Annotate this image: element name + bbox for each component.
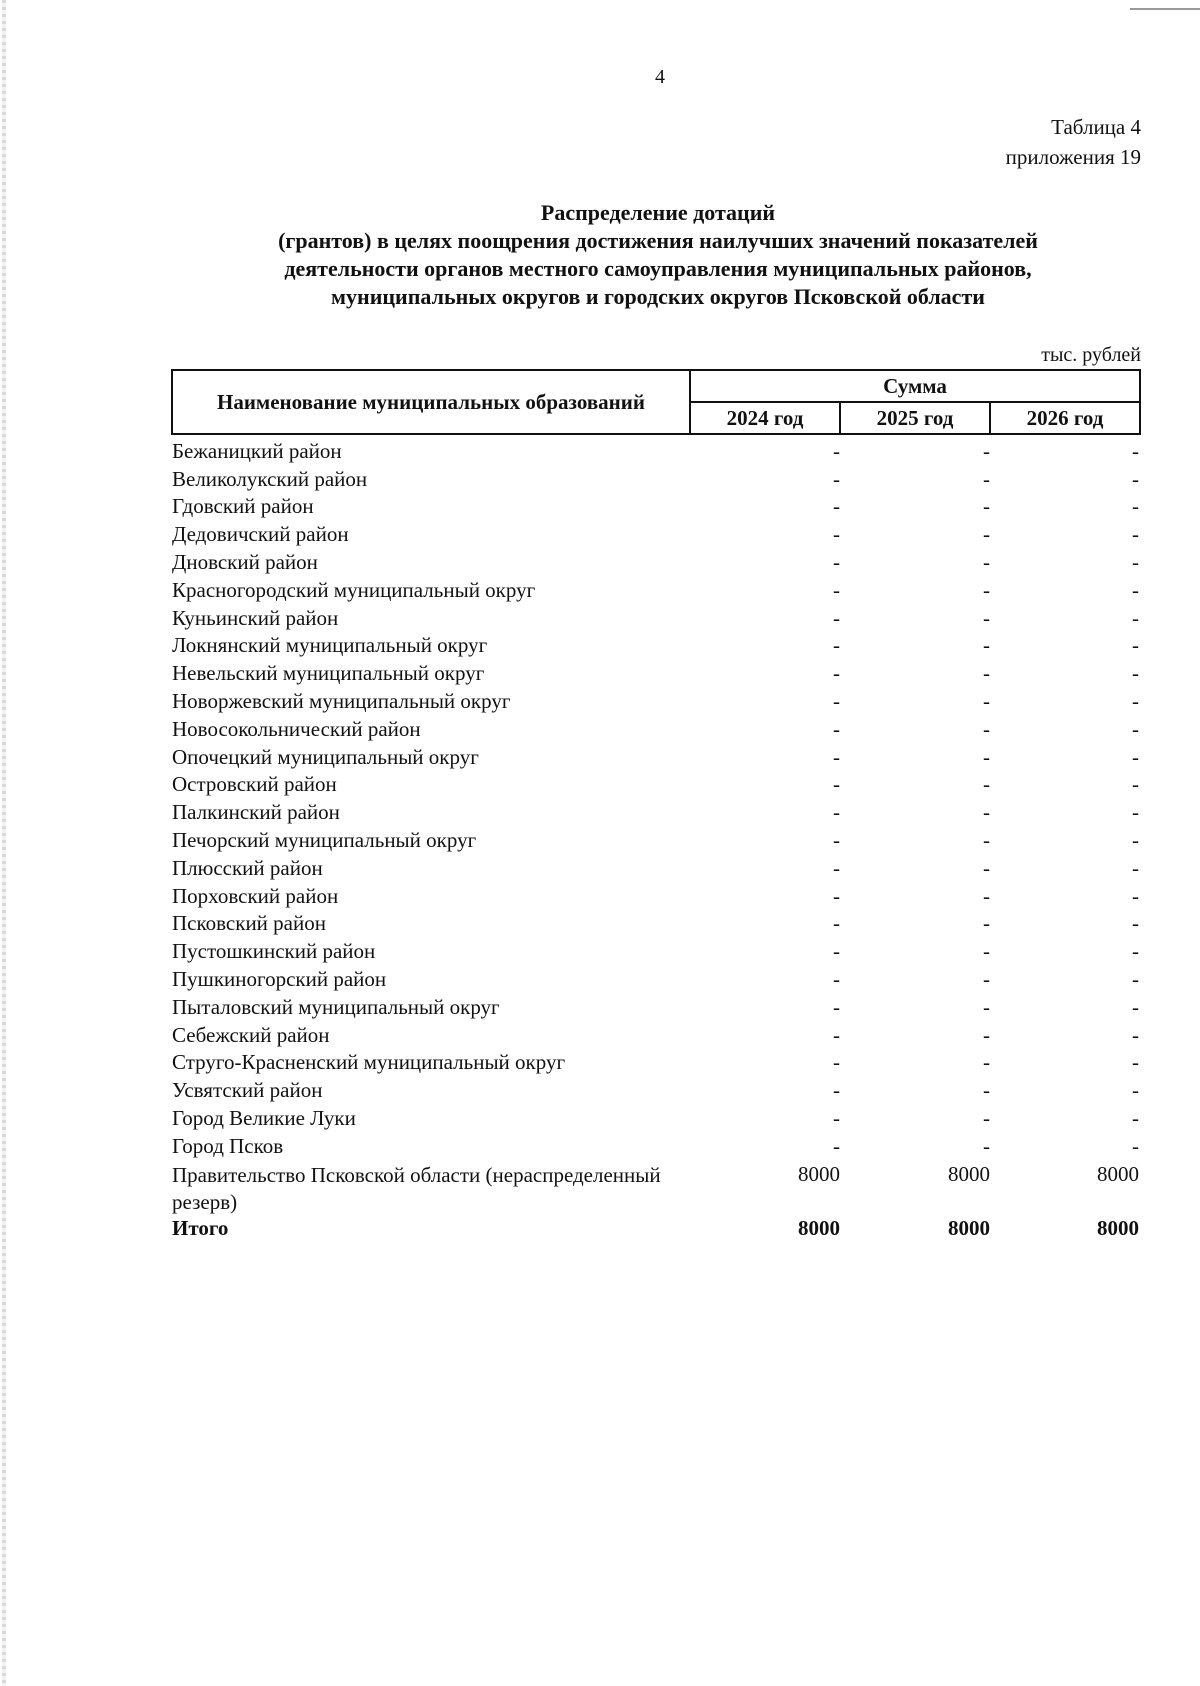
amount-2024: -	[833, 911, 840, 936]
table-row	[172, 935, 1140, 963]
municipality-name: Пыталовский муниципальный округ	[172, 994, 500, 1019]
amount-2024: -	[833, 855, 840, 880]
amount-2024: -	[833, 1050, 840, 1075]
amount-2026: -	[1132, 855, 1139, 880]
municipality-name: Печорский муниципальный округ	[172, 827, 477, 852]
amount-2024: -	[833, 744, 840, 769]
amount-2026: -	[1132, 688, 1139, 713]
amount-2025: -	[983, 966, 990, 991]
header-year-2025: 2025 год	[840, 402, 990, 434]
municipality-name: Дедовичский район	[172, 522, 349, 547]
municipality-name: Усвятский район	[172, 1078, 323, 1103]
municipality-name: Город Псков	[172, 1133, 284, 1158]
municipality-name: Куньинский район	[172, 605, 339, 630]
scan-edge-top	[1130, 8, 1200, 10]
header-sum: Сумма	[690, 370, 1140, 402]
scan-edge-left	[2, 0, 6, 1686]
municipality-name: Невельский муниципальный округ	[172, 661, 485, 686]
municipality-name: Псковский район	[172, 911, 326, 936]
amount-2024: -	[833, 605, 840, 630]
amount-2025: -	[983, 605, 990, 630]
amount-2026: -	[1132, 911, 1139, 936]
amount-2026: -	[1132, 1105, 1139, 1130]
amount-2025: -	[983, 633, 990, 658]
amount-2026: -	[1132, 939, 1139, 964]
amount-2024: -	[833, 966, 840, 991]
amount-2024: -	[833, 1105, 840, 1130]
amount-2024: -	[833, 1078, 840, 1103]
municipality-name: Новосокольнический район	[172, 716, 421, 741]
table-reference-line2: приложения 19	[1005, 145, 1141, 169]
reserve-row	[172, 1158, 1140, 1216]
amount-2024: -	[833, 883, 840, 908]
amount-2024: -	[833, 994, 840, 1019]
amount-2026: -	[1132, 438, 1139, 463]
amount-2025: -	[983, 1078, 990, 1103]
header-name: Наименование муниципальных образований	[172, 370, 690, 434]
amount-2026: -	[1132, 1050, 1139, 1075]
municipality-name: Порховский район	[172, 883, 339, 908]
table-row	[172, 880, 1140, 908]
header-year-2024: 2024 год	[690, 402, 840, 434]
amount-2024: -	[833, 939, 840, 964]
header-year-2026: 2026 год	[990, 402, 1140, 434]
amount-2025: -	[983, 1050, 990, 1075]
municipality-name: Палкинский район	[172, 800, 340, 825]
table-row	[172, 741, 1140, 769]
amount-2025: -	[983, 800, 990, 825]
table-row	[172, 463, 1140, 491]
municipality-name: Город Великие Луки	[172, 1105, 356, 1130]
table-row	[172, 963, 1140, 991]
total-row	[172, 1216, 1140, 1242]
amount-2024: -	[833, 438, 840, 463]
table-row	[172, 796, 1140, 824]
document-title	[170, 199, 1146, 311]
amount-2024: -	[833, 577, 840, 602]
table-row	[172, 769, 1140, 797]
table-reference-line1: Таблица 4	[1051, 115, 1141, 139]
amount-2026: -	[1132, 744, 1139, 769]
amount-2025: -	[983, 466, 990, 491]
title-line-3: деятельности органов местного самоуправления муниципальных районов,	[284, 256, 1032, 281]
municipality-name: Себежский район	[172, 1022, 330, 1047]
title-line-1: Распределение дотаций	[540, 200, 776, 225]
amount-2025: -	[983, 1133, 990, 1158]
page-number: 4	[655, 66, 665, 88]
municipality-name: Дновский район	[172, 549, 318, 574]
table-row	[172, 602, 1140, 630]
title-line-2: (грантов) в целях поощрения достижения наилучших значений показателей	[278, 228, 1038, 253]
amount-2026: -	[1132, 966, 1139, 991]
amount-2026: -	[1132, 522, 1139, 547]
table-row	[172, 518, 1140, 546]
table-row	[172, 491, 1140, 519]
amount-2024: 8000	[798, 1161, 840, 1186]
amount-2026: 8000	[1097, 1215, 1139, 1240]
amount-2026: -	[1132, 716, 1139, 741]
amount-2025: -	[983, 661, 990, 686]
municipality-name: Итого	[172, 1215, 229, 1240]
amount-2025: -	[983, 911, 990, 936]
title-line-4: муниципальных округов и городских округов Псковской области	[331, 284, 985, 309]
municipality-name: Великолукский район	[172, 466, 368, 491]
municipality-name: Островский район	[172, 772, 337, 797]
amount-2025: -	[983, 549, 990, 574]
municipality-name: Правительство Псковской области (нераспределенный резерв)	[172, 1162, 661, 1214]
amount-2026: -	[1132, 994, 1139, 1019]
amount-2026: 8000	[1097, 1161, 1139, 1186]
units-label: тыс. рублей	[1041, 344, 1141, 366]
table-row	[172, 574, 1140, 602]
amount-2026: -	[1132, 827, 1139, 852]
amount-2025: -	[983, 716, 990, 741]
amount-2026: -	[1132, 883, 1139, 908]
amount-2025: -	[983, 939, 990, 964]
table-row	[172, 657, 1140, 685]
amount-2025: -	[983, 883, 990, 908]
amount-2026: -	[1132, 800, 1139, 825]
amount-2026: -	[1132, 1078, 1139, 1103]
municipality-name: Локнянский муниципальный округ	[172, 633, 488, 658]
municipality-name: Пустошкинский район	[172, 939, 376, 964]
table-row	[172, 908, 1140, 936]
table-row	[172, 824, 1140, 852]
amount-2026: -	[1132, 466, 1139, 491]
table-row	[172, 1074, 1140, 1102]
amount-2024: -	[833, 661, 840, 686]
table-row	[172, 852, 1140, 880]
amount-2024: -	[833, 466, 840, 491]
amount-2024: -	[833, 1133, 840, 1158]
amount-2024: -	[833, 1022, 840, 1047]
amount-2024: -	[833, 549, 840, 574]
amount-2026: -	[1132, 661, 1139, 686]
table-row	[172, 991, 1140, 1019]
amount-2024: -	[833, 633, 840, 658]
table-row	[172, 1047, 1140, 1075]
amount-2026: -	[1132, 772, 1139, 797]
municipality-name: Опочецкий муниципальный округ	[172, 744, 479, 769]
amount-2025: -	[983, 994, 990, 1019]
table-row	[172, 1019, 1140, 1047]
municipality-name: Гдовский район	[172, 494, 314, 519]
amount-2026: -	[1132, 1133, 1139, 1158]
amount-2025: -	[983, 772, 990, 797]
table-row	[172, 434, 1140, 463]
table-body	[172, 434, 1140, 1242]
amount-2025: -	[983, 827, 990, 852]
amount-2025: -	[983, 688, 990, 713]
amount-2026: -	[1132, 494, 1139, 519]
amount-2026: -	[1132, 633, 1139, 658]
table-row	[172, 1102, 1140, 1130]
amount-2025: -	[983, 1105, 990, 1130]
table-row	[172, 713, 1140, 741]
table-row	[172, 1130, 1140, 1158]
amount-2025: -	[983, 577, 990, 602]
amount-2024: -	[833, 827, 840, 852]
municipality-name: Плюсский район	[172, 855, 323, 880]
amount-2024: 8000	[798, 1215, 840, 1240]
amount-2026: -	[1132, 605, 1139, 630]
amount-2025: -	[983, 1022, 990, 1047]
amount-2026: -	[1132, 1022, 1139, 1047]
amount-2024: -	[833, 688, 840, 713]
amount-2026: -	[1132, 577, 1139, 602]
amount-2024: -	[833, 772, 840, 797]
amount-2026: -	[1132, 549, 1139, 574]
amount-2025: -	[983, 522, 990, 547]
amount-2024: -	[833, 800, 840, 825]
amount-2025: -	[983, 438, 990, 463]
amount-2025: -	[983, 744, 990, 769]
municipality-name: Новоржевский муниципальный округ	[172, 688, 511, 713]
amount-2024: -	[833, 522, 840, 547]
grants-distribution-table	[171, 369, 1141, 1242]
municipality-name: Пушкиногорский район	[172, 966, 387, 991]
municipality-name: Красногородский муниципальный округ	[172, 577, 536, 602]
municipality-name: Струго-Красненский муниципальный округ	[172, 1050, 566, 1075]
table-reference	[1006, 112, 1141, 172]
table-row	[172, 630, 1140, 658]
amount-2024: -	[833, 716, 840, 741]
amount-2025: 8000	[948, 1215, 990, 1240]
amount-2024: -	[833, 494, 840, 519]
amount-2025: -	[983, 494, 990, 519]
amount-2025: 8000	[948, 1161, 990, 1186]
table-row	[172, 685, 1140, 713]
municipality-name: Бежаницкий район	[172, 438, 342, 463]
table-row	[172, 546, 1140, 574]
amount-2025: -	[983, 855, 990, 880]
